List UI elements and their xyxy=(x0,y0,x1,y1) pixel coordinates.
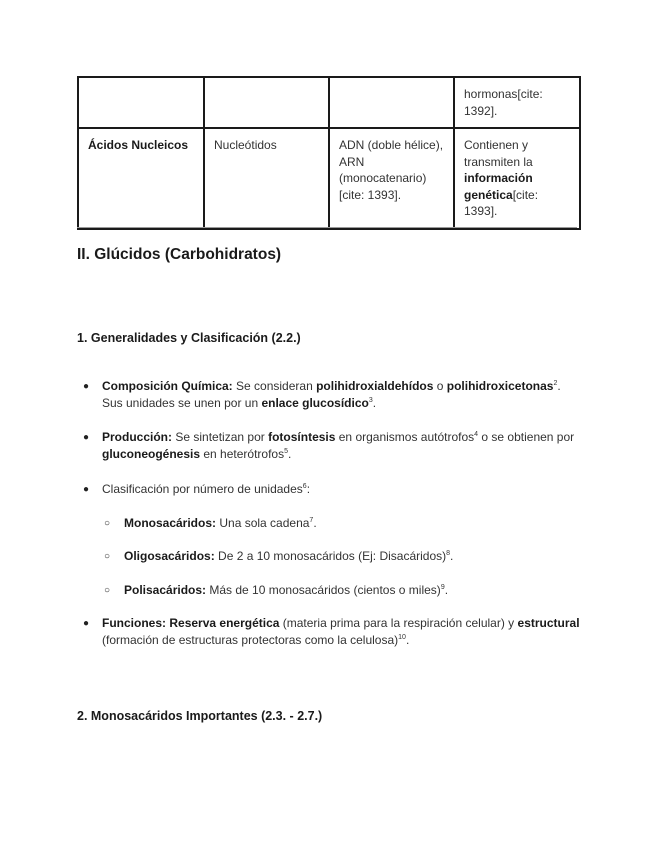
function-cite: [cite: 1393]. xyxy=(464,187,539,218)
item-text: . xyxy=(288,447,292,461)
horizontal-divider xyxy=(77,227,577,228)
item-bold: polihidroxialdehídos xyxy=(316,379,434,393)
item-bold: polihidroxicetonas xyxy=(446,379,554,393)
biomolecules-table xyxy=(77,76,581,230)
bullet-icon: ● xyxy=(83,432,90,443)
item-bold: fotosíntesis xyxy=(268,430,336,444)
sub-bullet-icon: ○ xyxy=(104,551,111,562)
item-label: Oligosacáridos: xyxy=(124,549,215,563)
sub-bullet-icon: ○ xyxy=(104,585,111,596)
item-bold: Reserva energética xyxy=(166,616,280,630)
subsection-title-generalidades: 1. Generalidades y Clasificación (2.2.) xyxy=(77,331,301,345)
footnote-ref: 2 xyxy=(553,380,558,387)
item-text: Una sola cadena xyxy=(216,516,310,530)
item-text: (materia prima para la respiración celular) y xyxy=(279,616,518,630)
footnote-ref: 3 xyxy=(368,397,373,404)
item-text: De 2 a 10 monosacáridos (Ej: Disacáridos) xyxy=(214,549,447,563)
item-text: o se obtienen por xyxy=(478,430,575,444)
item-text: Más de 10 monosacáridos (cientos o miles) xyxy=(206,583,441,597)
item-text: o xyxy=(433,379,447,393)
table-cell xyxy=(78,77,204,128)
item-text: Se sintetizan por xyxy=(172,430,269,444)
item-text: (formación de estructuras protectoras como la celulosa) xyxy=(102,633,399,647)
list-item-oligosacaridos xyxy=(104,548,579,565)
table-cell-biomolecule: Ácidos Nucleicos xyxy=(78,128,204,229)
item-bold: gluconeogénesis xyxy=(102,447,201,461)
item-label: Monosacáridos: xyxy=(124,516,217,530)
section-title: II. Glúcidos (Carbohidratos) xyxy=(77,246,282,263)
footnote-ref: 10 xyxy=(398,634,406,641)
item-text: . xyxy=(313,516,317,530)
item-text: . xyxy=(444,583,449,597)
item-text: . xyxy=(405,633,410,647)
item-text: Se consideran xyxy=(232,379,317,393)
item-text: en organismos autótrofos xyxy=(335,430,475,444)
item-text: Clasificación por número de unidades xyxy=(102,482,303,496)
item-text: . xyxy=(450,549,454,563)
footnote-ref: 7 xyxy=(309,517,314,524)
item-text: . xyxy=(372,396,377,410)
table-row xyxy=(78,77,580,128)
list-item-composicion xyxy=(83,378,582,412)
function-bold: información genética xyxy=(464,171,533,202)
item-bold: enlace glucosídico xyxy=(261,396,369,410)
table-cell xyxy=(204,77,329,128)
list-item-polisacaridos xyxy=(104,582,579,599)
footnote-ref: 5 xyxy=(284,448,288,455)
item-label: Producción: xyxy=(102,430,173,444)
bullet-icon: ● xyxy=(83,618,90,629)
item-text: : xyxy=(306,482,311,496)
table-cell-function xyxy=(454,128,580,229)
item-text: . Sus unidades se unen por un xyxy=(102,379,561,410)
function-text: Contienen y transmiten la xyxy=(464,138,533,169)
table-row xyxy=(78,128,580,229)
table-cell-monomer: Nucleótidos xyxy=(204,128,329,229)
table-cell-structure: ADN (doble hélice), ARN (monocatenario)[cite: 1393]. xyxy=(329,128,454,229)
list-item-monosacaridos xyxy=(104,515,579,532)
table-cell: hormonas[cite: 1392]. xyxy=(454,77,580,128)
item-text: en heterótrofos xyxy=(200,447,285,461)
sub-bullet-icon: ○ xyxy=(104,518,111,529)
item-label: Funciones: xyxy=(102,616,167,630)
item-label: Composición Química: xyxy=(102,379,233,393)
table-cell xyxy=(329,77,454,128)
footnote-ref: 9 xyxy=(440,584,445,591)
item-bold: estructural xyxy=(517,616,580,630)
footnote-ref: 6 xyxy=(302,483,307,490)
footnote-ref: 4 xyxy=(474,431,479,438)
bullet-icon: ● xyxy=(83,381,90,392)
list-item-funciones xyxy=(83,615,582,649)
bullet-icon: ● xyxy=(83,484,90,495)
footnote-ref: 8 xyxy=(446,550,451,557)
list-item-produccion xyxy=(83,429,582,463)
list-item-clasificacion xyxy=(83,481,582,498)
subsection-title-monosacaridos: 2. Monosacáridos Importantes (2.3. - 2.7.) xyxy=(77,709,323,723)
item-label: Polisacáridos: xyxy=(124,583,207,597)
